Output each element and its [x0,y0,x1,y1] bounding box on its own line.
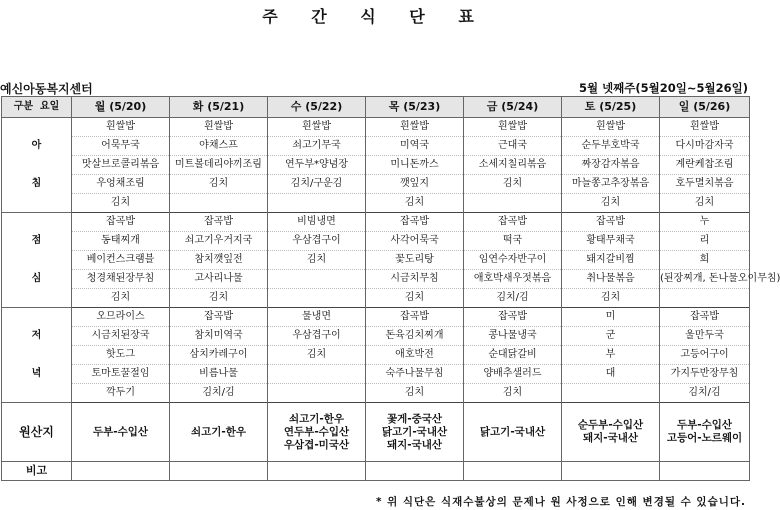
dinner-label-bottom: 녁 [31,368,42,379]
footnote: * 위 식단은 식재수불상의 문제나 원 사정으로 인해 변경될 수 있습니다. [375,496,746,508]
origin-cell [170,403,268,462]
menu-item: 흰쌀밥 [366,118,464,137]
origin-entry: 돼지-국내산 [582,432,639,444]
menu-item: 김치 [464,175,562,194]
breakfast-menu-row [2,156,750,175]
menu-item: 잡곡밥 [366,213,464,232]
menu-item: 임연수자반구이 [464,251,562,270]
menu-item: 베이컨스크램블 [72,251,170,270]
menu-item: 핫도그 [72,346,170,365]
origin-entry: 두부-수입산 [92,425,149,438]
menu-item: 김치 [268,251,366,270]
menu-item: 흰쌀밥 [170,118,268,137]
note-cell [170,462,268,481]
origin-label: 원산지 [2,403,72,462]
origin-cell [72,403,170,462]
menu-item: 미트볼데리야끼조림 [170,156,268,175]
origin-entry: 연두부-수입산 [283,425,350,438]
menu-item [268,270,366,289]
menu-item: 깻잎지 [366,175,464,194]
menu-item: 가지두반장무침 [660,365,750,384]
menu-item [268,289,366,308]
menu-item: 김치/김 [464,289,562,308]
breakfast-label-top: 아 [31,140,42,151]
menu-item: 시금치된장국 [72,327,170,346]
menu-item: 리 [660,232,750,251]
menu-item: 물냉면 [268,308,366,327]
day-header: 수 (5/22) [268,97,366,118]
menu-item: 김치 [562,289,660,308]
menu-item: 김치/구운김 [268,175,366,194]
menu-item: 고사리나물 [170,270,268,289]
lunch-menu-row [2,289,750,308]
menu-item: 쇠고기무국 [268,137,366,156]
menu-item: 다시마감자국 [660,137,750,156]
origin-entry: 순두부-수입산 [577,419,644,431]
menu-item: 흰쌀밥 [268,118,366,137]
day-header: 목 (5/23) [366,97,464,118]
lunch-menu-row [2,232,750,251]
menu-item: 참치깻잎전 [170,251,268,270]
menu-item [464,194,562,213]
menu-item: 잡곡밥 [72,213,170,232]
lunch-section [2,213,780,308]
menu-item: 김치/김 [170,384,268,403]
origin-cell [366,403,464,462]
menu-item: 우엉채조림 [72,175,170,194]
day-header: 토 (5/25) [562,97,660,118]
origin-entry: 닭고기-국내산 [381,425,448,438]
dinner-menu-row [2,384,750,403]
origin-row [2,403,750,462]
organization-name: 예신아동복지센터 [0,82,93,96]
note-row [2,462,750,481]
menu-item: 연두부*양념장 [268,156,366,175]
menu-item: 김치 [72,194,170,213]
menu-item: 콩나물냉국 [464,327,562,346]
menu-item: 김치 [366,194,464,213]
menu-item: 우삼겹구이 [268,232,366,251]
menu-item: 호두멸치볶음 [660,175,750,194]
menu-item: 근대국 [464,137,562,156]
menu-item: 김치 [562,194,660,213]
menu-item: 애호박새우젓볶음 [464,270,562,289]
note-cell [268,462,366,481]
menu-item: 흰쌀밥 [72,118,170,137]
breakfast-section [2,118,750,213]
corner-header [2,97,72,118]
menu-item: 애호박전 [366,346,464,365]
corner-left-label: 구분 [13,101,34,112]
menu-item: 마늘쫑고추장볶음 [562,175,660,194]
origin-entry: 닭고기-국내산 [479,425,546,438]
menu-item [170,194,268,213]
menu-item: 삼치카레구이 [170,346,268,365]
menu-item: 깍두기 [72,384,170,403]
menu-item: 대 [562,365,660,384]
dinner-label [2,308,72,403]
menu-item: 김치 [366,289,464,308]
page-title: 주 간 식 단 표 [262,7,488,26]
menu-item: 잡곡밥 [464,213,562,232]
menu-item [660,289,750,308]
breakfast-label [2,118,72,213]
origin-cell [268,403,366,462]
menu-item: 군 [562,327,660,346]
menu-item: 떡국 [464,232,562,251]
note-cell [562,462,660,481]
menu-item: 흰쌀밥 [464,118,562,137]
menu-item: 잡곡밥 [562,213,660,232]
weekly-menu-table [1,96,780,481]
menu-item: 쇠고기우거지국 [170,232,268,251]
dinner-menu-row [2,327,750,346]
lunch-label [2,213,72,308]
origin-entry: 돼지-국내산 [386,438,443,451]
breakfast-label-bottom: 침 [31,178,42,189]
origin-cell [464,403,562,462]
origin-entry: 우삼겹-미국산 [283,438,350,451]
lunch-menu-row [2,213,750,232]
origin-entry: 두부-수입산 [676,419,733,431]
breakfast-menu-row [2,194,750,213]
menu-item: 흰쌀밥 [660,118,750,137]
breakfast-menu-row [2,118,750,137]
origin-entry: 쇠고기-한우 [190,425,247,438]
menu-item: 사각어묵국 [366,232,464,251]
menu-item: 오므라이스 [72,308,170,327]
day-header: 화 (5/21) [170,97,268,118]
menu-item: 숙주나물무침 [366,365,464,384]
menu-item [562,384,660,403]
menu-item: 김치 [72,289,170,308]
menu-item: 김치 [170,175,268,194]
menu-item [268,194,366,213]
day-header: 일 (5/26) [660,97,750,118]
menu-item: 황태무채국 [562,232,660,251]
menu-item: 고등어구이 [660,346,750,365]
menu-item: 비빔냉면 [268,213,366,232]
note-cell [464,462,562,481]
origin-entry: 쇠고기-한우 [288,412,345,425]
menu-item: 돼지갈비찜 [562,251,660,270]
menu-item: 계란케찹조림 [660,156,750,175]
menu-item: 미 [562,308,660,327]
menu-item: 순대닭갈비 [464,346,562,365]
menu-item: 잡곡밥 [366,308,464,327]
dinner-menu-row [2,346,750,365]
menu-item: 희 [660,251,750,270]
breakfast-menu-row [2,175,750,194]
menu-item: (된장찌개, 돈나물오이무침) [660,270,750,289]
week-range: 5월 넷째주(5월20일~5월26일) [578,81,748,95]
note-cell [660,462,750,481]
dinner-menu-row [2,365,750,384]
menu-item: 잡곡밥 [660,308,750,327]
dinner-label-top: 저 [31,330,42,341]
menu-item: 울만두국 [660,327,750,346]
origin-cell [660,403,750,462]
note-cell [366,462,464,481]
origin-entry: 꽃게-중국산 [386,412,443,425]
menu-item: 미역국 [366,137,464,156]
lunch-label-bottom: 심 [31,273,42,284]
menu-item: 미니돈까스 [366,156,464,175]
menu-item: 토마토꿀절임 [72,365,170,384]
breakfast-menu-row [2,137,750,156]
menu-item: 짜장감자볶음 [562,156,660,175]
menu-item: 부 [562,346,660,365]
menu-item: 잡곡밥 [170,213,268,232]
origin-cell [562,403,660,462]
menu-item: 김치 [660,194,750,213]
dinner-menu-row [2,308,750,327]
menu-item: 취나물볶음 [562,270,660,289]
menu-item: 소세지칠리볶음 [464,156,562,175]
dinner-section [2,308,750,403]
menu-item: 청경채된장무침 [72,270,170,289]
menu-item [268,365,366,384]
menu-item: 누 [660,213,750,232]
menu-item: 야채스프 [170,137,268,156]
menu-item: 맛살브로콜리볶음 [72,156,170,175]
day-header: 금 (5/24) [464,97,562,118]
menu-item: 어묵무국 [72,137,170,156]
menu-item: 꽃도리탕 [366,251,464,270]
menu-item: 김치/김 [660,384,750,403]
day-header: 월 (5/20) [72,97,170,118]
menu-item: 참치미역국 [170,327,268,346]
menu-item: 시금치무침 [366,270,464,289]
menu-item: 순두부호박국 [562,137,660,156]
lunch-label-top: 점 [31,235,42,246]
lunch-menu-row [2,270,750,289]
menu-item [268,384,366,403]
note-cell [72,462,170,481]
origin-entry: 고등어-노르웨이 [666,432,743,444]
menu-item: 김치 [464,384,562,403]
menu-item: 김치 [170,289,268,308]
menu-item: 우삼겹구이 [268,327,366,346]
menu-item: 잡곡밥 [464,308,562,327]
note-label: 비고 [2,462,72,481]
menu-item: 양배추샐러드 [464,365,562,384]
header-row [2,97,750,118]
menu-item: 돈육김치찌개 [366,327,464,346]
menu-item: 김치 [268,346,366,365]
menu-item: 잡곡밥 [170,308,268,327]
corner-right-label: 요일 [39,101,60,112]
menu-item: 흰쌀밥 [562,118,660,137]
menu-item: 비름나물 [170,365,268,384]
lunch-menu-row [2,251,750,270]
menu-item: 동태찌개 [72,232,170,251]
menu-item: 김치 [366,384,464,403]
